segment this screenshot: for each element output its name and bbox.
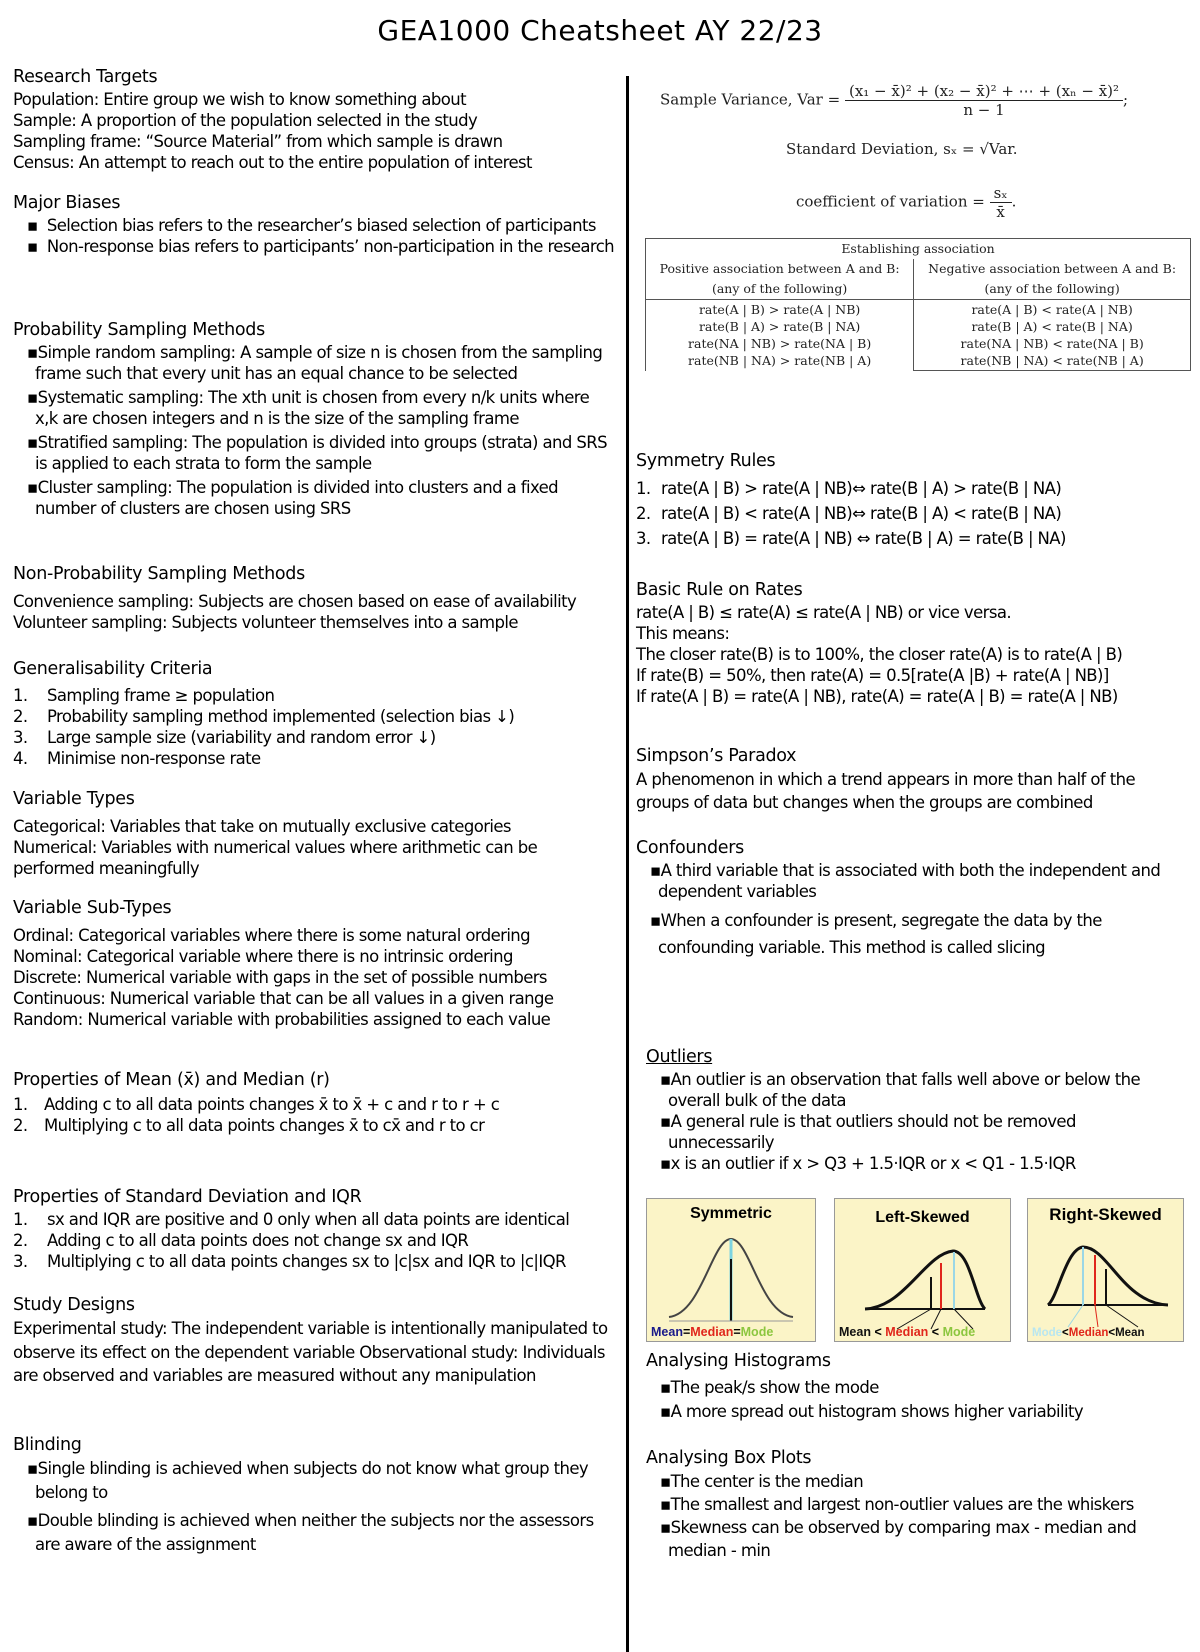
variable-subtypes-heading: Variable Sub-Types xyxy=(13,898,172,918)
sd-iqr-heading: Properties of Standard Deviation and IQR xyxy=(13,1187,362,1207)
research-targets-section xyxy=(13,66,532,173)
simpson-section xyxy=(636,745,1166,814)
variable-types-heading: Variable Types xyxy=(13,789,135,809)
list-item: 2. Probability sampling method implemented (selection bias ↓) xyxy=(13,707,515,726)
outlier-item: ▪A general rule is that outliers should not be removed unnecessarily xyxy=(660,1112,1076,1152)
double-blinding-item: ▪Double blinding is achieved when neither the subjects nor the assessors are aware of the assignment xyxy=(27,1511,594,1554)
probability-sampling-section xyxy=(13,319,613,519)
confounders-heading: Confounders xyxy=(636,838,744,858)
positive-header: Positive association between A and B: xyxy=(646,259,914,279)
basic-rule-line: This means: xyxy=(636,624,730,643)
page-title: GEA1000 Cheatsheet AY 22/23 xyxy=(377,14,823,47)
cv-formula xyxy=(796,184,1016,221)
simpson-heading: Simpson’s Paradox xyxy=(636,746,797,766)
sd-iqr-list xyxy=(13,1209,569,1272)
cv-label: coefficient of variation = xyxy=(796,192,985,211)
list-item: 3. Multiplying c to all data points changes sx to |c|sx and IQR to |c|IQR xyxy=(13,1252,566,1271)
boxplot-item: ▪Skewness can be observed by comparing max - median and median - min xyxy=(660,1518,1137,1560)
mean-median-section xyxy=(13,1069,499,1136)
variable-subtypes-section xyxy=(13,897,553,1030)
cluster-item: ▪Cluster sampling: The population is divided into clusters and a fixed number of clusters are chosen using SRS xyxy=(27,478,559,518)
table-cell: rate(A | B) > rate(A | NB) rate(B | A) > rate(B | NA) rate(NA | NB) > rate(NA | B) rate(NB | NA) > rate(NB | A) xyxy=(646,300,914,371)
confounder-item: ▪A third variable that is associated with both the independent and dependent variables xyxy=(650,861,1161,901)
cv-numerator: sₓ xyxy=(990,184,1012,203)
generalisability-list xyxy=(13,685,514,769)
sampling-frame-line: Sampling frame: “Source Material” from which sample is drawn xyxy=(13,132,503,151)
variable-types-section xyxy=(13,788,593,879)
population-line: Population: Entire group we wish to know something about xyxy=(13,90,466,109)
major-biases-section xyxy=(13,192,614,257)
right-skewed-caption: Mode<Median<Mean xyxy=(1032,1327,1145,1339)
list-item: 1. rate(A | B) > rate(A | NB)⇔ rate(B | A) > rate(B | NA) xyxy=(636,479,1062,498)
discrete-line: Discrete: Numerical variable with gaps in the set of possible numbers xyxy=(13,968,547,987)
histogram-item: ▪A more spread out histogram shows higher variability xyxy=(660,1402,1083,1421)
generalisability-section xyxy=(13,658,514,769)
list-item: 3. Large sample size (variability and random error ↓) xyxy=(13,728,436,747)
negative-header: Negative association between A and B: xyxy=(914,259,1191,279)
boxplots-section xyxy=(646,1447,1191,1562)
major-biases-heading: Major Biases xyxy=(13,193,121,213)
symmetric-title: Symmetric xyxy=(690,1205,772,1222)
numerical-line: Numerical: Variables with numerical values where arithmetic can be performed meaningfully xyxy=(13,838,538,878)
single-blinding-item: ▪Single blinding is achieved when subjects do not know what group they belong to xyxy=(27,1459,589,1502)
cv-fraction xyxy=(990,184,1012,221)
cv-end: . xyxy=(1011,192,1017,211)
association-table xyxy=(645,238,1191,371)
mean-median-heading: Properties of Mean (x̄) and Median (r) xyxy=(13,1070,330,1090)
selection-bias-item: ▪ Selection bias refers to the researcher’s biased selection of participants xyxy=(27,216,596,235)
outlier-item: ▪x is an outlier if x > Q3 + 1.5·IQR or x < Q1 - 1.5·IQR xyxy=(660,1154,1076,1173)
left-skewed-panel xyxy=(834,1198,1011,1342)
symmetric-caption: Mean=Median=Mode xyxy=(651,1325,774,1339)
non-response-bias-text: Non-response bias refers to participants’ non-participation in the research xyxy=(46,237,615,256)
symmetric-curve-icon xyxy=(647,1199,815,1341)
boxplots-heading: Analysing Box Plots xyxy=(646,1448,812,1468)
random-line: Random: Numerical variable with probabilities assigned to each value xyxy=(13,1010,551,1029)
outliers-heading: Outliers xyxy=(646,1047,713,1067)
basic-rule-line: If rate(B) = 50%, then rate(A) = 0.5[rate(A |B) + rate(A | NB)] xyxy=(636,666,1109,685)
list-item: 3. rate(A | B) = rate(A | NB) ⇔ rate(B | A) = rate(B | NA) xyxy=(636,529,1066,548)
systematic-item: ▪Systematic sampling: The xth unit is chosen from every n/k units where x,k are chosen integers and n is the size of the sampling frame xyxy=(27,388,590,428)
sd-iqr-section xyxy=(13,1186,569,1272)
mean-median-list xyxy=(13,1094,499,1136)
slicing-item: ▪When a confounder is present, segregate the data by the confounding variable. This method is called slicing xyxy=(650,911,1102,957)
study-designs-heading: Study Designs xyxy=(13,1295,135,1315)
non-response-bias-item: ▪ Non-response bias refers to participants’ non-participation in the research xyxy=(27,237,615,256)
histograms-section xyxy=(646,1350,1083,1424)
srs-item: ▪Simple random sampling: A sample of size n is chosen from the sampling frame such that every unit has an equal chance to be selected xyxy=(27,343,603,383)
histograms-heading: Analysing Histograms xyxy=(646,1351,831,1371)
volunteer-line: Volunteer sampling: Subjects volunteer themselves into a sample xyxy=(13,613,518,632)
table-row xyxy=(646,300,1191,371)
non-probability-section xyxy=(13,563,576,633)
nominal-line: Nominal: Categorical variable where there is no intrinsic ordering xyxy=(13,947,513,966)
confounders-section xyxy=(636,837,1181,961)
ordinal-line: Ordinal: Categorical variables where there is some natural ordering xyxy=(13,926,531,945)
convenience-line: Convenience sampling: Subjects are chosen based on ease of availability xyxy=(13,592,577,611)
variance-denominator: n − 1 xyxy=(963,101,1005,119)
selection-bias-text: Selection bias refers to the researcher’s biased selection of participants xyxy=(46,216,596,235)
categorical-line: Categorical: Variables that take on mutually exclusive categories xyxy=(13,817,511,836)
list-item: 2. Multiplying c to all data points changes x̄ to cx̄ and r to cr xyxy=(13,1116,485,1135)
generalisability-heading: Generalisability Criteria xyxy=(13,659,213,679)
basic-rule-line: rate(A | B) ≤ rate(A) ≤ rate(A | NB) or vice versa. xyxy=(636,603,1011,622)
research-targets-heading: Research Targets xyxy=(13,67,158,87)
variance-end: ; xyxy=(1123,90,1129,109)
probability-sampling-heading: Probability Sampling Methods xyxy=(13,320,265,340)
boxplot-item: ▪The smallest and largest non-outlier values are the whiskers xyxy=(660,1495,1134,1514)
negative-subheader: (any of the following) xyxy=(914,279,1191,300)
table-caption: Establishing association xyxy=(646,239,1191,260)
list-item: 2. rate(A | B) < rate(A | NB)⇔ rate(B | A) < rate(B | NA) xyxy=(636,504,1062,523)
list-item: 4. Minimise non-response rate xyxy=(13,749,261,768)
blinding-heading: Blinding xyxy=(13,1435,82,1455)
basic-rule-line: If rate(A | B) = rate(A | NB), rate(A) = rate(A | B) = rate(A | NB) xyxy=(636,687,1118,706)
basic-rule-heading: Basic Rule on Rates xyxy=(636,580,803,600)
symmetry-heading: Symmetry Rules xyxy=(636,451,776,471)
sample-line: Sample: A proportion of the population selected in the study xyxy=(13,111,478,130)
outliers-section xyxy=(646,1046,1186,1174)
variance-label: Sample Variance, Var = xyxy=(660,90,841,109)
right-skewed-curve-icon xyxy=(1028,1199,1183,1341)
symmetric-panel xyxy=(646,1198,816,1342)
symmetry-list xyxy=(636,476,1066,551)
list-item: 1. sx and IQR are positive and 0 only when all data points are identical xyxy=(13,1210,570,1229)
left-skewed-caption: Mean < Median < Mode xyxy=(839,1325,976,1339)
census-line: Census: An attempt to reach out to the entire population of interest xyxy=(13,153,532,172)
positive-subheader: (any of the following) xyxy=(646,279,914,300)
right-skewed-panel xyxy=(1027,1198,1184,1342)
list-item: 1. Sampling frame ≥ population xyxy=(13,686,275,705)
stratified-item: ▪Stratified sampling: The population is divided into groups (strata) and SRS is applied to each strata to form the sample xyxy=(27,433,608,473)
list-item: 1. Adding c to all data points changes x̄ to x̄ + c and r to r + c xyxy=(13,1095,500,1114)
left-skewed-curve-icon xyxy=(835,1199,1010,1341)
list-item: 2. Adding c to all data points does not change sx and IQR xyxy=(13,1231,469,1250)
continuous-line: Continuous: Numerical variable that can be all values in a given range xyxy=(13,989,554,1008)
left-skewed-title: Left-Skewed xyxy=(875,1209,970,1226)
right-skewed-title: Right-Skewed xyxy=(1049,1205,1162,1224)
basic-rule-line: The closer rate(B) is to 100%, the closer rate(A) is to rate(A | B) xyxy=(636,645,1123,664)
variance-numerator: (x₁ − x̄)² + (x₂ − x̄)² + ⋯ + (xₙ − x̄)² xyxy=(845,82,1123,101)
variance-formula xyxy=(660,82,1128,119)
variance-fraction xyxy=(845,82,1123,119)
study-designs-text: Experimental study: The independent variable is intentionally manipulated to observe its effect on the dependent variable Observational study: Individuals are observed and variables are measured without any manipulation xyxy=(13,1319,608,1385)
simpson-text: A phenomenon in which a trend appears in more than half of the groups of data but changes when the groups are combined xyxy=(636,770,1136,812)
table-cell: rate(A | B) < rate(A | NB) rate(B | A) < rate(B | NA) rate(NA | NB) < rate(NA | B) rate(NB | NA) < rate(NB | A) xyxy=(914,300,1191,371)
outlier-item: ▪An outlier is an observation that falls well above or below the overall bulk of the data xyxy=(660,1070,1141,1110)
basic-rule-section xyxy=(636,579,1122,707)
column-divider xyxy=(626,76,629,1652)
cv-denominator: x̄ xyxy=(996,203,1005,221)
sd-formula: Standard Deviation, sₓ = √Var. xyxy=(786,140,1018,158)
blinding-section xyxy=(13,1434,613,1557)
non-probability-heading: Non-Probability Sampling Methods xyxy=(13,564,305,584)
boxplot-item: ▪The center is the median xyxy=(660,1472,864,1491)
histogram-item: ▪The peak/s show the mode xyxy=(660,1378,879,1397)
study-designs-section xyxy=(13,1294,625,1388)
symmetry-section xyxy=(636,450,1066,551)
